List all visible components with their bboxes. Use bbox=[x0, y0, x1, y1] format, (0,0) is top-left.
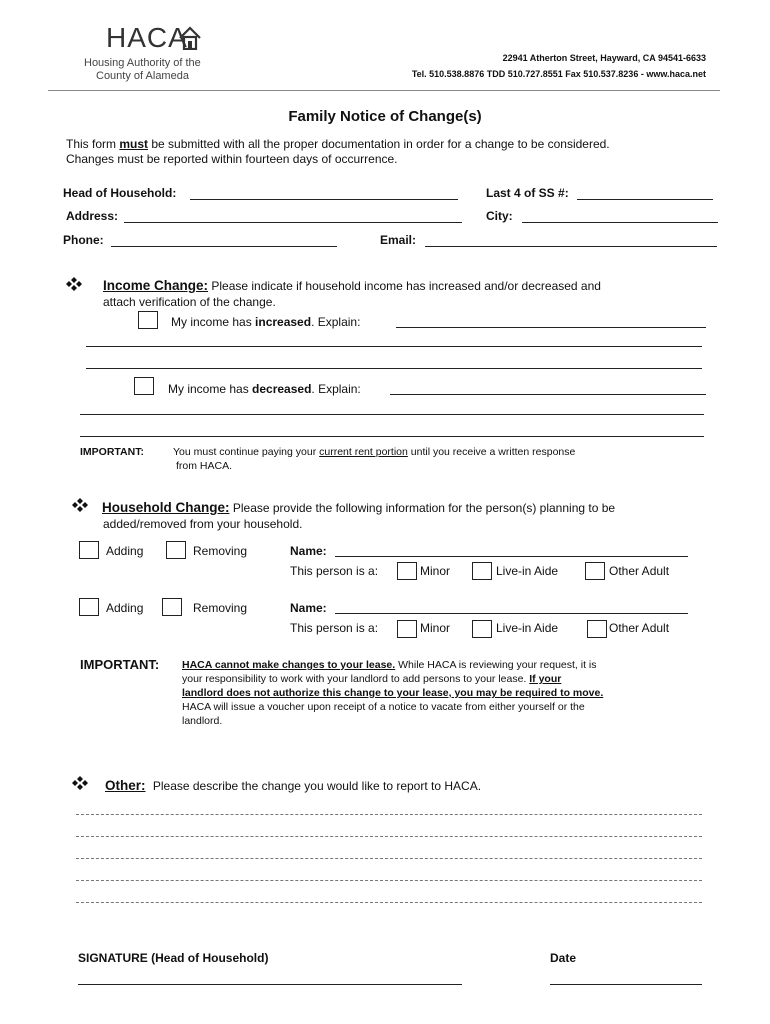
income-increased-line-2[interactable] bbox=[86, 346, 702, 347]
income-decreased-checkbox[interactable] bbox=[134, 377, 154, 395]
other-heading: Other: bbox=[105, 778, 146, 793]
income-decreased-line-2[interactable] bbox=[80, 414, 704, 415]
minor-checkbox-2[interactable] bbox=[397, 620, 417, 638]
intro-must: must bbox=[119, 137, 149, 151]
signature-label: SIGNATURE (Head of Household) bbox=[78, 951, 269, 965]
email-field[interactable] bbox=[425, 246, 717, 247]
logo-wordmark: HACA bbox=[106, 22, 188, 53]
income-increased-label: My income has increased. Explain: bbox=[171, 315, 361, 329]
other-adult-label-1: Other Adult bbox=[609, 564, 670, 578]
other-line-5[interactable] bbox=[76, 902, 702, 903]
adding-label-1: Adding bbox=[106, 544, 144, 558]
org-name-line2: County of Alameda bbox=[96, 70, 189, 82]
phone-field[interactable] bbox=[111, 246, 337, 247]
signature-field[interactable] bbox=[78, 984, 462, 985]
head-of-household-field[interactable] bbox=[190, 199, 458, 200]
other-line-2[interactable] bbox=[76, 836, 702, 837]
date-label: Date bbox=[550, 951, 577, 965]
intro-text-rest: be submitted with all the proper documentation in order for a change to be considered. bbox=[148, 137, 610, 151]
income-heading: Income Change: bbox=[103, 278, 209, 293]
city-field[interactable] bbox=[522, 222, 718, 223]
other-heading-line bbox=[105, 778, 481, 793]
phone-label: Phone: bbox=[63, 233, 104, 247]
income-decreased-line-3[interactable] bbox=[80, 436, 704, 437]
household-heading-line bbox=[102, 500, 615, 515]
address-field[interactable] bbox=[124, 222, 462, 223]
name-label-1: Name: bbox=[290, 544, 327, 558]
adding-checkbox-2[interactable] bbox=[79, 598, 99, 616]
city-label: City: bbox=[486, 209, 513, 223]
email-label: Email: bbox=[380, 233, 417, 247]
income-important-label: IMPORTANT: bbox=[80, 446, 144, 458]
minor-label-1: Minor bbox=[420, 564, 451, 578]
other-adult-label-2: Other Adult bbox=[609, 621, 670, 635]
head-of-household-label: Head of Household: bbox=[63, 186, 177, 200]
income-increased-checkbox[interactable] bbox=[138, 311, 158, 329]
income-increased-explain-field[interactable] bbox=[396, 327, 706, 328]
bullet-diamonds-icon bbox=[72, 776, 88, 790]
removing-label-2: Removing bbox=[193, 601, 248, 615]
last4ss-label: Last 4 of SS #: bbox=[486, 186, 569, 200]
income-heading-line bbox=[103, 278, 601, 293]
minor-label-2: Minor bbox=[420, 621, 451, 635]
adding-label-2: Adding bbox=[106, 601, 144, 615]
house-icon bbox=[178, 26, 202, 50]
household-desc-1: Please provide the following information for the person(s) planning to be bbox=[232, 501, 616, 515]
intro-line-1 bbox=[66, 137, 610, 151]
intro-text: This form bbox=[66, 137, 120, 151]
live-in-aide-label-1: Live-in Aide bbox=[496, 564, 559, 578]
live-in-aide-checkbox-2[interactable] bbox=[472, 620, 492, 638]
person-is-label-1: This person is a: bbox=[290, 564, 379, 578]
logo bbox=[84, 22, 224, 82]
address-label: Address: bbox=[66, 209, 119, 223]
income-important-text-2: from HACA. bbox=[176, 460, 233, 472]
live-in-aide-checkbox-1[interactable] bbox=[472, 562, 492, 580]
page-title: Family Notice of Change(s) bbox=[288, 108, 482, 125]
last4ss-field[interactable] bbox=[577, 199, 713, 200]
header-contact: Tel. 510.538.8876 TDD 510.727.8551 Fax 510.537.8236 - www.haca.net bbox=[411, 69, 706, 79]
income-desc-2: attach verification of the change. bbox=[103, 295, 276, 309]
date-field[interactable] bbox=[550, 984, 702, 985]
household-important-label: IMPORTANT: bbox=[80, 657, 160, 672]
bullet-diamonds-icon bbox=[72, 498, 88, 512]
header-divider bbox=[48, 90, 720, 91]
header-address: 22941 Atherton Street, Hayward, CA 94541-6633 bbox=[502, 53, 706, 63]
other-adult-checkbox-1[interactable] bbox=[585, 562, 605, 580]
intro-line-2: Changes must be reported within fourteen days of occurrence. bbox=[66, 152, 398, 166]
minor-checkbox-1[interactable] bbox=[397, 562, 417, 580]
income-increased-line-3[interactable] bbox=[86, 368, 702, 369]
other-line-1[interactable] bbox=[76, 814, 702, 815]
org-name-line1: Housing Authority of the bbox=[84, 57, 201, 69]
household-important-text: HACA cannot make changes to your lease. While HACA is reviewing your request, it is your responsibility to work with your landlord to add persons to your lease. If your landlord does not authorize this change to your lease, you may be required to move. HACA will issue a voucher upon receipt of a notice to vacate from either yourself or the landlord. bbox=[182, 659, 604, 727]
name-field-2[interactable] bbox=[335, 613, 688, 614]
person-is-label-2: This person is a: bbox=[290, 621, 379, 635]
removing-label-1: Removing bbox=[193, 544, 248, 558]
other-line-3[interactable] bbox=[76, 858, 702, 859]
name-label-2: Name: bbox=[290, 601, 327, 615]
name-field-1[interactable] bbox=[335, 556, 688, 557]
household-desc-2: added/removed from your household. bbox=[103, 517, 303, 531]
income-desc-1: Please indicate if household income has increased and/or decreased and bbox=[211, 279, 601, 293]
income-decreased-label: My income has decreased. Explain: bbox=[168, 382, 361, 396]
adding-checkbox-1[interactable] bbox=[79, 541, 99, 559]
other-desc: Please describe the change you would like to report to HACA. bbox=[152, 779, 482, 793]
live-in-aide-label-2: Live-in Aide bbox=[496, 621, 559, 635]
other-line-4[interactable] bbox=[76, 880, 702, 881]
removing-checkbox-2[interactable] bbox=[162, 598, 182, 616]
bullet-diamonds-icon bbox=[66, 277, 82, 291]
household-heading: Household Change: bbox=[102, 500, 230, 515]
removing-checkbox-1[interactable] bbox=[166, 541, 186, 559]
income-decreased-explain-field[interactable] bbox=[390, 394, 706, 395]
income-important-text: You must continue paying your current rent portion until you receive a written response bbox=[173, 446, 576, 458]
other-adult-checkbox-2[interactable] bbox=[587, 620, 607, 638]
